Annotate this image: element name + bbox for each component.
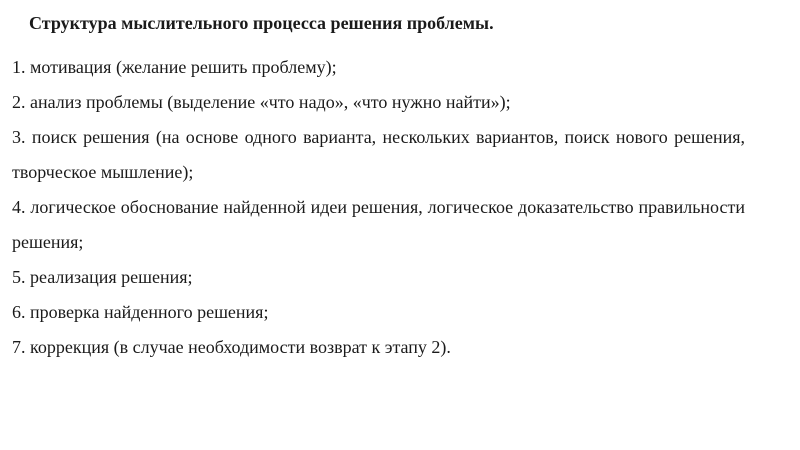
step-item-6: 6. проверка найденного решения; <box>12 302 269 322</box>
slide-title: Структура мыслительного процесса решения проблемы. <box>29 13 494 33</box>
steps-list <box>12 50 745 365</box>
step-item-7: 7. коррекция (в случае необходимости возврат к этапу 2). <box>12 337 451 357</box>
step-item-3: 3. поиск решения (на основе одного варианта, нескольких вариантов, поиск нового решения, творческое мышление); <box>12 127 745 182</box>
step-item-1: 1. мотивация (желание решить проблему); <box>12 57 337 77</box>
step-item-2: 2. анализ проблемы (выделение «что надо», «что нужно найти»); <box>12 92 511 112</box>
step-item-5: 5. реализация решения; <box>12 267 193 287</box>
step-item-4: 4. логическое обоснование найденной идеи решения, логическое доказательство правильности решения; <box>12 197 745 252</box>
